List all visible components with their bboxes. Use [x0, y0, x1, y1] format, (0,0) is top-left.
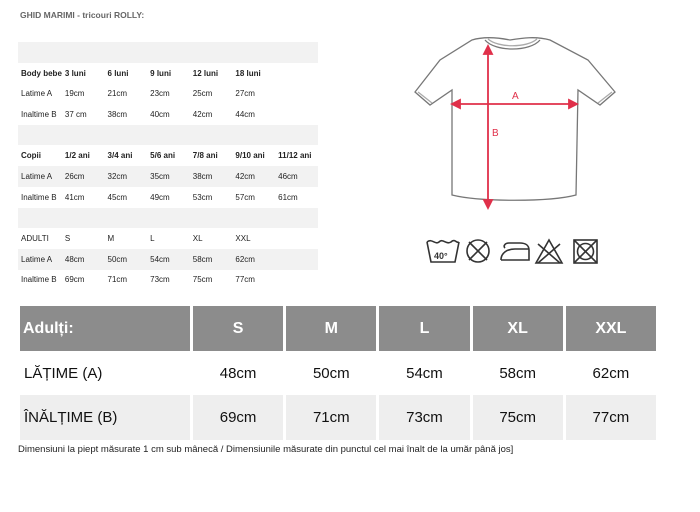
table-cell: [275, 228, 318, 249]
table-cell: [232, 208, 275, 229]
table-cell: [105, 208, 148, 229]
table-cell: 62cm: [232, 249, 275, 270]
table-cell: 19cm: [64, 89, 85, 99]
table-cell: 41cm: [64, 192, 85, 202]
table-cell: 42cm: [232, 166, 275, 187]
table-cell: 73cm: [150, 275, 170, 285]
table-cell: 3 luni: [64, 68, 86, 78]
table-cell: XL: [192, 234, 203, 244]
header-cell: XL: [473, 306, 563, 351]
table-cell: 48cm: [62, 249, 105, 270]
table-cell: [105, 42, 148, 63]
table-cell: 25cm: [192, 89, 213, 99]
row-label: ADULTI: [21, 234, 49, 244]
table-cell: 40cm: [150, 109, 170, 119]
table-cell: 11/12 ani: [278, 151, 312, 161]
table-row: [18, 166, 318, 187]
table-header-row: [20, 306, 656, 351]
table-cell: 54cm: [379, 351, 469, 395]
table-cell: [275, 104, 318, 125]
header-cell: M: [286, 306, 376, 351]
table-cell: 49cm: [150, 192, 170, 202]
table-cell: [275, 249, 318, 270]
table-cell: 42cm: [192, 109, 213, 119]
table-cell: [275, 63, 318, 84]
table-cell: [190, 208, 233, 229]
row-label: Inaltime B: [21, 192, 57, 202]
row-label: Latime A: [18, 249, 62, 270]
row-label: Copii: [21, 151, 41, 161]
table-cell: 32cm: [105, 166, 148, 187]
table-cell: 37 cm: [64, 109, 87, 119]
tshirt-outline: [415, 38, 615, 201]
header-cell: XXL: [566, 306, 656, 351]
table-cell: [232, 125, 275, 146]
footnote: Dimensiuni la piept măsurate 1 cm sub mânecă / Dimensiunile măsurate din punctul cel mai înalt de la umăr până jos]: [18, 444, 514, 455]
table-row: [18, 228, 318, 249]
table-cell: 53cm: [192, 192, 213, 202]
table-cell: [62, 208, 105, 229]
table-cell: 48cm: [193, 351, 283, 395]
table-row: [18, 208, 318, 229]
table-cell: [105, 125, 148, 146]
svg-text:40°: 40°: [434, 251, 448, 261]
page-title: GHID MARIMI - tricouri ROLLY:: [20, 10, 145, 20]
table-cell: [275, 270, 318, 291]
table-cell: 6 luni: [107, 68, 129, 78]
table-cell: [62, 42, 105, 63]
table-cell: [147, 208, 190, 229]
table-cell: 75cm: [473, 395, 563, 440]
table-row: [18, 270, 318, 291]
table-row: [20, 395, 656, 440]
table-cell: 38cm: [107, 109, 128, 119]
table-cell: [232, 42, 275, 63]
table-cell: 38cm: [190, 166, 233, 187]
row-label: [18, 42, 62, 63]
table-cell: 3/4 ani: [107, 151, 133, 161]
no-bleach-icon: [536, 240, 562, 263]
table-cell: 71cm: [286, 395, 376, 440]
table-cell: 35cm: [147, 166, 190, 187]
table-cell: 77cm: [235, 275, 255, 285]
table-cell: 9/10 ani: [235, 151, 265, 161]
table-row: [18, 125, 318, 146]
table-row: [18, 249, 318, 270]
table-cell: [275, 83, 318, 104]
table-row: [18, 145, 318, 166]
table-cell: 12 luni: [192, 68, 219, 78]
table-cell: [275, 208, 318, 229]
row-label: Latime A: [21, 89, 53, 99]
table-cell: [147, 125, 190, 146]
table-cell: 27cm: [235, 89, 255, 99]
table-cell: 50cm: [286, 351, 376, 395]
table-cell: 73cm: [379, 395, 469, 440]
table-row: [18, 42, 318, 63]
header-cell: Adulți:: [20, 306, 190, 351]
table-cell: 54cm: [147, 249, 190, 270]
table-cell: 18 luni: [235, 68, 261, 78]
table-cell: 58cm: [190, 249, 233, 270]
row-label: LĂȚIME (A): [20, 351, 190, 395]
table-cell: 77cm: [566, 395, 656, 440]
table-cell: S: [64, 234, 71, 244]
table-cell: M: [107, 234, 115, 244]
table-cell: [275, 125, 318, 146]
table-cell: 21cm: [107, 89, 128, 99]
table-cell: 62cm: [566, 351, 656, 395]
table-cell: 69cm: [193, 395, 283, 440]
no-dry-clean-icon: [467, 240, 489, 262]
table-cell: 9 luni: [150, 68, 172, 78]
iron-icon: [501, 243, 529, 260]
table-cell: 71cm: [107, 275, 128, 285]
tshirt-diagram: [410, 30, 620, 215]
table-cell: 23cm: [150, 89, 170, 99]
row-label: Inaltime B: [21, 109, 57, 119]
table-cell: 46cm: [275, 166, 318, 187]
table-cell: 1/2 ani: [64, 151, 90, 161]
table-cell: 50cm: [105, 249, 148, 270]
row-label: [18, 125, 62, 146]
table-row: [20, 351, 656, 395]
table-cell: L: [150, 234, 155, 244]
table-cell: [275, 42, 318, 63]
table-row: [18, 83, 318, 104]
table-cell: 57cm: [235, 192, 255, 202]
table-cell: 58cm: [473, 351, 563, 395]
table-cell: 61cm: [278, 192, 298, 202]
header-cell: S: [193, 306, 283, 351]
care-symbols: [425, 234, 605, 268]
table-cell: 44cm: [235, 109, 255, 119]
label-b: B: [492, 128, 499, 139]
size-table-small: [18, 42, 318, 290]
table-row: [18, 63, 318, 84]
table-cell: [147, 42, 190, 63]
row-label: Inaltime B: [21, 275, 57, 285]
table-cell: [190, 125, 233, 146]
tshirt-collar: [485, 40, 540, 49]
table-cell: 45cm: [107, 192, 128, 202]
wash-40-icon: [427, 241, 459, 262]
row-label: Body bebe: [21, 68, 62, 78]
table-row: [18, 187, 318, 208]
table-cell: [190, 42, 233, 63]
row-label: Latime A: [18, 166, 62, 187]
table-cell: XXL: [235, 234, 251, 244]
table-cell: 7/8 ani: [192, 151, 218, 161]
size-table-adults: [17, 306, 659, 440]
table-row: [18, 104, 318, 125]
row-label: [18, 208, 62, 229]
table-cell: [62, 125, 105, 146]
row-label: ÎNĂLȚIME (B): [20, 395, 190, 440]
table-cell: 26cm: [62, 166, 105, 187]
label-a: A: [512, 91, 519, 102]
table-cell: 75cm: [192, 275, 213, 285]
table-cell: 5/6 ani: [150, 151, 176, 161]
no-tumble-dry-icon: [574, 240, 597, 263]
header-cell: L: [379, 306, 469, 351]
table-cell: 69cm: [64, 275, 85, 285]
